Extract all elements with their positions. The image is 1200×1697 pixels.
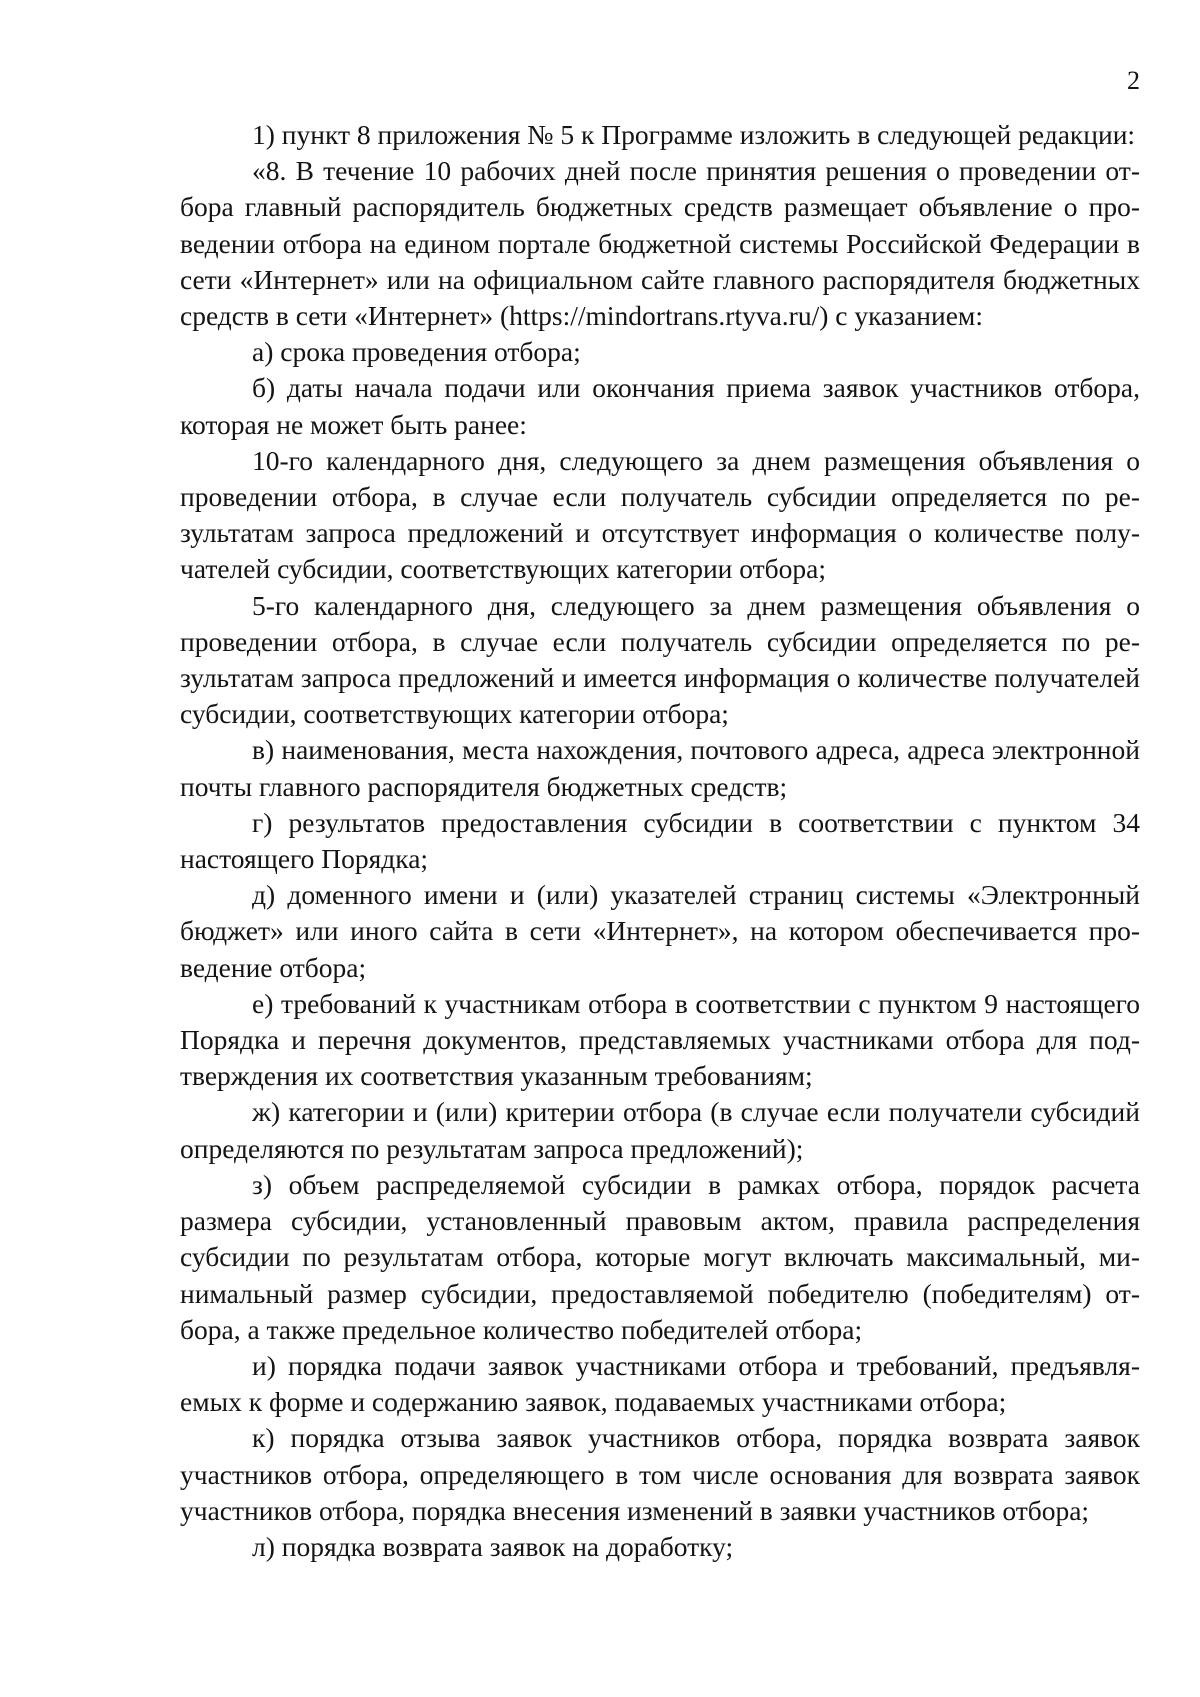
- paragraph-item-a: а) срока проведения отбора;: [252, 336, 581, 368]
- paragraph-item-z: з) объем распределяемой субсидии в рамках отбора, порядок расчета размера субсидии, установленный правовым актом, правила распределения субсидии по результатам отбора, которые могут включать максимальный, минимальный размер субсидии, предоставляемой победителю (победителям) отбора, а также предельное количество победителей отбора;: [180, 1168, 1140, 1345]
- paragraph-amendment-intro: 1) пункт 8 приложения № 5 к Программе изложить в следующей редакции:: [252, 119, 1136, 150]
- paragraph-item-d: д) доменного имени и (или) указателей страниц системы «Электронный бюджет» или иного сайта в сети «Интернет», на котором обеспечивается проведение отбора;: [180, 879, 1140, 983]
- paragraph-item-8: «8. В течение 10 рабочих дней после принятия решения о проведении отбора главный распорядитель бюджетных средств размещает объявление о проведении отбора на едином портале бюджетной системы Российской Федерации в сети «Интернет» или на официальном сайте главного распорядителя бюджетных средств в сети «Интернет» (https://mindortrans.rtyva.ru/) с указанием:: [180, 155, 1140, 332]
- document-body: [180, 117, 1140, 1565]
- paragraph-item-g: г) результатов предоставления субсидии в соответствии с пунктом 34 настоящего Порядка;: [180, 806, 1140, 875]
- page-number: 2: [1127, 66, 1140, 95]
- paragraph-item-b: б) даты начала подачи или окончания приема заявок участников отбора, которая не может быть ранее:: [180, 372, 1140, 440]
- paragraph-5th-day: 5-го календарного дня, следующего за днем размещения объявления о проведении отбора, в случае если получатель субсидии определяется по результатам запроса предложений и имеется информация о количестве получателей субсидии, соответствующих категории отбора;: [180, 589, 1140, 730]
- paragraph-item-k: к) порядка отзыва заявок участников отбора, порядка возврата заявок участников отбора, определяющего в том числе основания для возврата заявок участников отбора, порядка внесения изменений в заявки участников отбора;: [180, 1422, 1140, 1526]
- paragraph-item-l: л) порядка возврата заявок на доработку;: [252, 1530, 734, 1562]
- paragraph-item-v: в) наименования, места нахождения, почтового адреса, адреса электронной почты главного распорядителя бюджетных средств;: [180, 734, 1140, 802]
- paragraph-item-i: и) порядка подачи заявок участниками отбора и требований, предъявляемых к форме и содержанию заявок, подаваемых участниками отбора;: [180, 1349, 1140, 1418]
- paragraph-10th-day: 10-го календарного дня, следующего за днем размещения объявления о проведении отбора, в случае если получатель субсидии определяется по результатам запроса предложений и отсутствует информация о количестве получателей субсидии, соответствующих категории отбора;: [180, 444, 1140, 585]
- paragraph-item-e: е) требований к участникам отбора в соответствии с пунктом 9 настоящего Порядка и перечня документов, представляемых участниками отбора для подтверждения их соответствия указанным требованиям;: [180, 987, 1140, 1092]
- paragraph-item-zh: ж) категории и (или) критерии отбора (в случае если получатели субсидий определяются по результатам запроса предложений);: [180, 1096, 1140, 1164]
